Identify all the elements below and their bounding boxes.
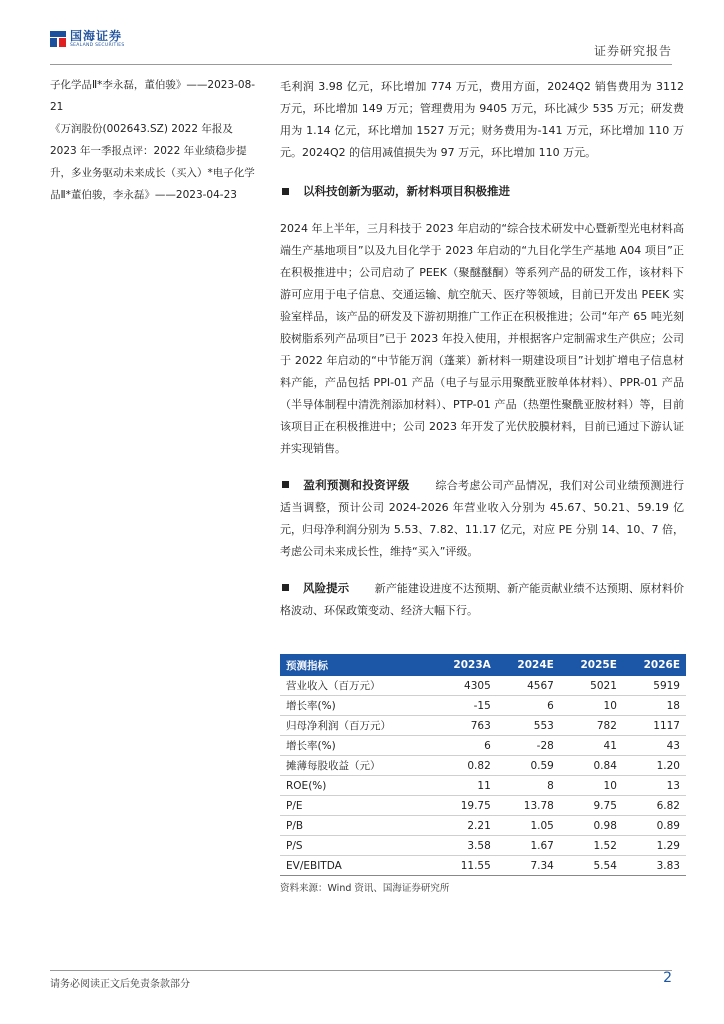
intro-paragraph: 毛利润 3.98 亿元，环比增加 774 万元，费用方面，2024Q2 销售费用为 3112 万元，环比增加 149 万元；管理费用为 9405 万元，环比减少 535 万元；研发费用为 1.14 亿元，环比增加 1527 万元；财务费用为-141 万元，环比增加 110 万元。2024Q2 的信用减值损失为 97 万元，环比增加 110 万元。 <box>280 80 684 159</box>
table-cell: 763 <box>432 716 496 736</box>
table-row-label: P/S <box>280 836 432 856</box>
table-cell: 3.83 <box>623 856 686 876</box>
table-header-cell: 2024E <box>517 659 554 671</box>
table-cell: 13 <box>623 776 686 796</box>
table-cell: 5.54 <box>560 856 623 876</box>
table-cell: 1.52 <box>560 836 623 856</box>
square-bullet-icon <box>282 188 289 195</box>
forecast-paragraph <box>280 474 684 563</box>
table-header-row <box>280 654 686 676</box>
table-cell: 8 <box>497 776 560 796</box>
table-cell: 1.05 <box>497 816 560 836</box>
table-cell: 3.58 <box>432 836 496 856</box>
table-cell: 1.29 <box>623 836 686 856</box>
table-cell: 10 <box>560 776 623 796</box>
company-logo <box>50 30 125 49</box>
logo-mark-icon <box>50 31 66 47</box>
table-cell: 11 <box>432 776 496 796</box>
table-cell: 0.59 <box>497 756 560 776</box>
square-bullet-icon <box>282 481 289 488</box>
table-cell: 41 <box>560 736 623 756</box>
table-row-label: ROE(%) <box>280 776 432 796</box>
table-row <box>280 816 686 836</box>
table-cell: 782 <box>560 716 623 736</box>
forecast-text: 综合考虑公司产品情况，我们对公司业绩预测进行适当调整，预计公司 2024-2026 年营业收入分别为 45.67、50.21、59.19 亿元，归母净利润分别为 5.53、7.82、11.17 亿元，对应 PE 分别 14、10、7 倍，考虑公司未来成长性，维持“买入”评级。 <box>280 479 684 558</box>
table-row <box>280 756 686 776</box>
table-cell: 9.75 <box>560 796 623 816</box>
table-row-label: EV/EBITDA <box>280 856 432 876</box>
table-row-label: 摊薄每股收益（元） <box>280 756 432 776</box>
table-row-label: 归母净利润（百万元） <box>280 716 432 736</box>
table-cell: 4305 <box>432 676 496 696</box>
table-cell: 0.89 <box>623 816 686 836</box>
table-cell: 13.78 <box>497 796 560 816</box>
header-divider <box>50 64 672 65</box>
square-bullet-icon <box>282 584 289 591</box>
disclaimer-note: 请务必阅读正文后免责条款部分 <box>50 979 190 990</box>
main-text-column <box>280 76 684 622</box>
table-cell: 19.75 <box>432 796 496 816</box>
table-cell: 0.84 <box>560 756 623 776</box>
table-cell: 0.98 <box>560 816 623 836</box>
table-cell: 4567 <box>497 676 560 696</box>
related-reports-column <box>50 74 260 206</box>
table-cell: 0.82 <box>432 756 496 776</box>
table-row-label: 增长率(%) <box>280 736 432 756</box>
logo-text-cn: 国海证券 <box>70 29 123 43</box>
page-header <box>0 0 724 66</box>
related-report-item: 《万润股份(002643.SZ) 2022 年报及 2023 年一季报点评：2022 年业绩稳步提升，多业务驱动未来成长（买入）*电子化学品Ⅱ*董伯骏，李永磊》——2023-04-23 <box>50 123 255 201</box>
table-cell: 11.55 <box>432 856 496 876</box>
report-type-title: 证券研究报告 <box>593 44 672 58</box>
table-header-cell: 2025E <box>580 659 617 671</box>
table-cell: -28 <box>497 736 560 756</box>
page-number: 2 <box>663 970 672 986</box>
table-row <box>280 796 686 816</box>
table-cell: 1.67 <box>497 836 560 856</box>
table-row <box>280 736 686 756</box>
table-row <box>280 676 686 696</box>
table-cell: 5021 <box>560 676 623 696</box>
table-cell: 6 <box>497 696 560 716</box>
table-row-label: 营业收入（百万元） <box>280 676 432 696</box>
table-cell: 7.34 <box>497 856 560 876</box>
table-cell: 6 <box>432 736 496 756</box>
innovation-paragraph: 2024 年上半年，三月科技于 2023 年启动的“综合技术研发中心暨新型光电材料高端生产基地项目”以及九目化学于 2023 年启动的“九目化学生产基地 A04 项目”正在积极推进中；公司启动了 PEEK（聚醚醚酮）等系列产品的研发工作，该材料下游可应用于电子信息、交通运输、航空航天、医疗等领域，目前已开发出 PEEK 实验室样品，该产品的研发及下游初期推广工作正在积极推进；公司“年产 65 吨光刻胶树脂系列产品项目”已于 2023 年投入使用，并根据客户定制需求生产供应；公司于 2022 年启动的“中节能万润（蓬莱）新材料一期建设项目”计划扩增电子信息材料产能，产品包括 PPI-01 产品（电子与显示用聚酰亚胺单体材料）、PPR-01 产品（半导体制程中清洗剂添加材料）、PTP-01 产品（热塑性聚酰亚胺材料）等，目前该项目正在积极推进中；公司 2023 年开发了光伏胶膜材料，目前已通过下游认证并实现销售。 <box>280 222 684 455</box>
table-header-cell: 2023A <box>453 659 491 671</box>
table-cell: 2.21 <box>432 816 496 836</box>
table-cell: 6.82 <box>623 796 686 816</box>
section-title: 风险提示 <box>303 581 350 595</box>
section-heading-innovation <box>280 180 684 202</box>
table-row <box>280 836 686 856</box>
forecast-table <box>280 654 686 876</box>
risk-paragraph <box>280 577 684 622</box>
table-cell: 1.20 <box>623 756 686 776</box>
table-row-label: P/B <box>280 816 432 836</box>
table-row <box>280 776 686 796</box>
section-title: 以科技创新为驱动，新材料项目积极推进 <box>303 184 510 198</box>
risk-text: 新产能建设进度不达预期、新产能贡献业绩不达预期、原材料价格波动、环保政策变动、经济大幅下行。 <box>280 582 685 617</box>
related-report-item: 子化学品Ⅱ*李永磊，董伯骏》——2023-08-21 <box>50 79 256 113</box>
table-cell: -15 <box>432 696 496 716</box>
table-cell: 10 <box>560 696 623 716</box>
table-cell: 553 <box>497 716 560 736</box>
table-cell: 5919 <box>623 676 686 696</box>
footer-divider <box>50 970 672 971</box>
table-header-cell: 2026E <box>643 659 680 671</box>
table-source-note: 资料来源：Wind 资讯、国海证券研究所 <box>280 883 450 894</box>
forecast-table-block <box>280 654 686 894</box>
table-cell: 43 <box>623 736 686 756</box>
table-row-label: 增长率(%) <box>280 696 432 716</box>
logo-text-en: SEALAND SECURITIES <box>70 43 125 48</box>
table-row <box>280 696 686 716</box>
table-row-label: P/E <box>280 796 432 816</box>
table-row <box>280 716 686 736</box>
section-title: 盈利预测和投资评级 <box>303 478 410 492</box>
table-cell: 1117 <box>623 716 686 736</box>
table-header-cell: 预测指标 <box>286 659 328 672</box>
table-row <box>280 856 686 876</box>
table-cell: 18 <box>623 696 686 716</box>
